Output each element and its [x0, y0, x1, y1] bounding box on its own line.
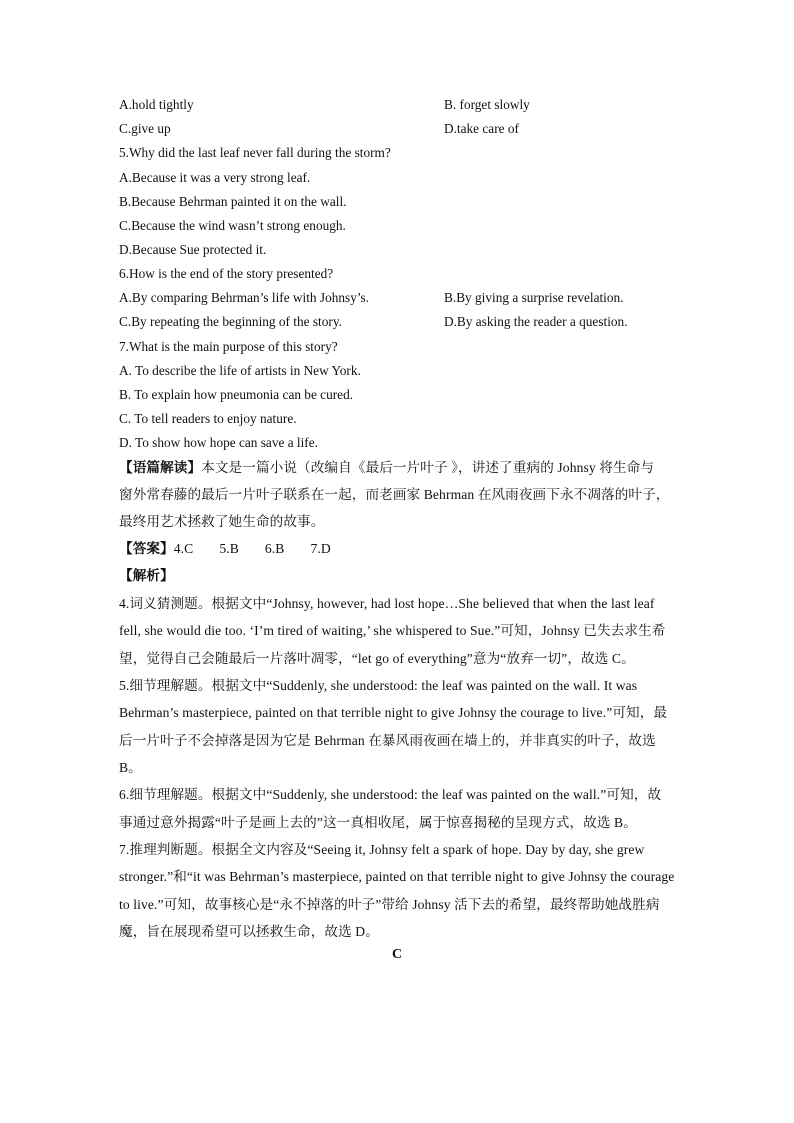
- q5-option-b: B.Because Behrman painted it on the wall.: [119, 194, 347, 209]
- reading-line-2: 窗外常春藤的最后一片叶子联系在一起，而老画家 Behrman 在风雨夜画下永不凋落的叶子，: [119, 487, 670, 502]
- answer-line: [119, 540, 331, 558]
- q7-option-c: C. To tell readers to enjoy nature.: [119, 411, 297, 426]
- q4-option-c: C.give up: [119, 121, 171, 136]
- answer-4: 4.C: [173, 541, 194, 556]
- analysis-4-line-3: 望，觉得自己会随最后一片落叶凋零，“let go of everything”意为“放弃一切”，故选 C。: [119, 651, 635, 666]
- q7-option-d: D. To show how hope can save a life.: [119, 435, 318, 450]
- analysis-label: 【解析】: [119, 568, 174, 583]
- q7-option-a: A. To describe the life of artists in New York.: [119, 363, 361, 378]
- q7-option-b: B. To explain how pneumonia can be cured.: [119, 387, 354, 402]
- analysis-6-line-1: 6.细节理解题。根据文中“Suddenly, she understood: the leaf was painted on the wall.”可知，故: [119, 787, 662, 802]
- answer-label: 【答案】: [119, 541, 174, 556]
- q6-option-d: D.By asking the reader a question.: [444, 314, 628, 329]
- answer-6: 6.B: [264, 541, 285, 556]
- analysis-6-line-2: 事通过意外揭露“叶子是画上去的”这一真相收尾，属于惊喜揭秘的呈现方式，故选 B。: [119, 815, 637, 830]
- analysis-4-line-1: 4.词义猜测题。根据文中“Johnsy, however, had lost hope…She believed that when the last leaf: [119, 596, 655, 611]
- reading-label: 【语篇解读】: [119, 460, 202, 475]
- analysis-5-line-1: 5.细节理解题。根据文中“Suddenly, she understood: the leaf was painted on the wall. It was: [119, 678, 638, 693]
- analysis-5-line-3: 后一片叶子不会掉落是因为它是 Behrman 在暴风雨夜画在墙上的，并非真实的叶子，故选: [119, 733, 656, 748]
- analysis-4-line-2: fell, she would die too. ‘I’m tired of waiting,’ she whispered to Sue.”可知，Johnsy 已失去求生希: [119, 623, 666, 638]
- q5-option-a: A.Because it was a very strong leaf.: [119, 170, 311, 185]
- q4-option-d: D.take care of: [444, 121, 519, 136]
- reading-text-1: 本文是一篇小说（改编自《最后一片叶子 》，讲述了重病的 Johnsy 将生命与: [201, 460, 655, 475]
- q6-option-b: B.By giving a surprise revelation.: [444, 290, 624, 305]
- analysis-7-line-2: stronger.”和“it was Behrman’s masterpiece, painted on that terrible night to give Johnsy the courage: [119, 869, 675, 884]
- analysis-7-line-1: 7.推理判断题。根据全文内容及“Seeing it, Johnsy felt a spark of hope. Day by day, she grew: [119, 842, 645, 857]
- q5-stem: 5.Why did the last leaf never fall during the storm?: [119, 145, 391, 160]
- answer-5: 5.B: [219, 541, 239, 556]
- analysis-7-line-4: 魔，旨在展现希望可以拯救生命，故选 D。: [119, 924, 379, 939]
- reading-line-3: 最终用艺术拯救了她生命的故事。: [119, 514, 325, 529]
- analysis-5-line-2: Behrman’s masterpiece, painted on that terrible night to give Johnsy the courage to live.”可知，最: [119, 705, 668, 720]
- q7-stem: 7.What is the main purpose of this story?: [119, 339, 338, 354]
- q5-option-c: C.Because the wind wasn’t strong enough.: [119, 218, 346, 233]
- analysis-7-line-3: to live.”可知，故事核心是“永不掉落的叶子”带给 Johnsy 活下去的希望，最终帮助她战胜病: [119, 897, 660, 912]
- q4-option-a: A.hold tightly: [119, 97, 194, 112]
- q5-option-d: D.Because Sue protected it.: [119, 242, 267, 257]
- q4-option-b: B. forget slowly: [444, 97, 530, 112]
- q6-stem: 6.How is the end of the story presented?: [119, 266, 334, 281]
- analysis-5-line-4: B。: [119, 760, 142, 775]
- answer-7: 7.D: [310, 541, 331, 556]
- q6-option-c: C.By repeating the beginning of the story.: [119, 314, 342, 329]
- reading-line-1: [119, 459, 654, 477]
- footer-mark: C: [391, 947, 403, 962]
- q6-option-a: A.By comparing Behrman’s life with Johnsy’s.: [119, 290, 370, 305]
